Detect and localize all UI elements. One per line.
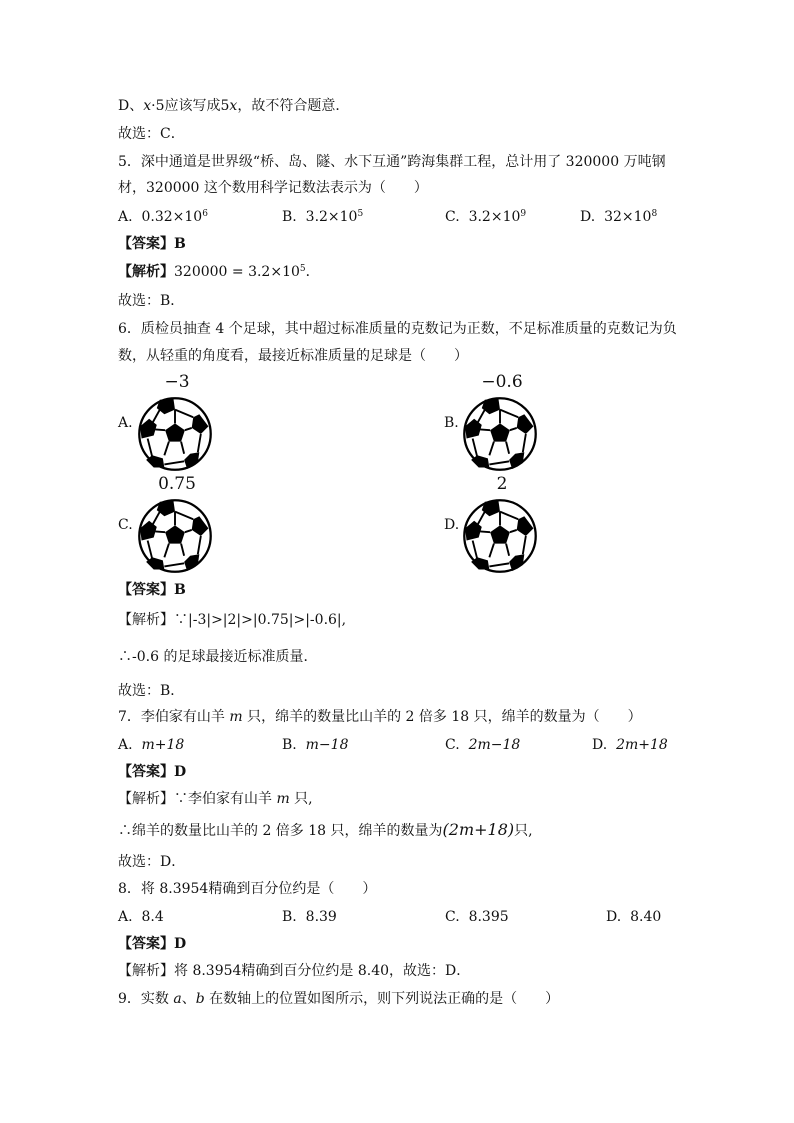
analysis-line: 【解析】将 8.3954精确到百分位约是 8.40，故选：D．: [118, 963, 471, 979]
option-d: D. 2m+18: [592, 737, 668, 753]
question-5-text-1: 5．深中通道是世界级“桥、岛、隧、水下互通”跨海集群工程，总计用了 320000 万吨钢: [118, 154, 666, 170]
option-b: B. $3.2\times 10^5$: [282, 209, 364, 225]
question-8-text: 8．将 8.3954精确到百分位约是（ ）: [118, 881, 377, 897]
soccer-ball-icon: [462, 396, 538, 472]
answer-label: 【答案】D: [118, 936, 187, 952]
text: 5: [220, 98, 230, 114]
question-7-text: 7．李伯家有山羊 m 只，绵羊的数量比山羊的 2 倍多 18 只，绵羊的数量为（ ）: [118, 709, 642, 725]
option-d-label: D.: [444, 517, 460, 533]
option-a: A. m+18: [118, 737, 185, 753]
option-b: B. 8.39: [282, 909, 337, 925]
soccer-ball-icon: [462, 498, 538, 574]
option-c-label: C.: [118, 517, 133, 533]
analysis-line: 【解析】∵李伯家有山羊 m 只,: [118, 791, 313, 807]
choice-line: 故选：C．: [118, 126, 185, 142]
question-9-text: 9．实数 a、b 在数轴上的位置如图所示，则下列说法正确的是（ ）: [118, 991, 560, 1007]
option-a: A. $0.32\times 10^6$: [118, 209, 208, 225]
analysis-line: 【解析】∵|-3|>|2|>|0.75|>|-0.6|,: [118, 612, 347, 628]
conclusion-line: ∴绵羊的数量比山羊的 2 倍多 18 只，绵羊的数量为(2m+18)只,: [118, 820, 533, 839]
answer-label: 【答案】B: [118, 582, 186, 598]
answer-label: 【答案】B: [118, 236, 186, 252]
option-a-label: A.: [118, 415, 133, 431]
question-6-text-1: 6．质检员抽查 4 个足球，其中超过标准质量的克数记为正数，不足标准质量的克数记为负: [118, 321, 677, 337]
text: ·5应该写成: [151, 98, 221, 114]
ball-value: 0.75: [158, 474, 196, 494]
option-a: A. 8.4: [118, 909, 164, 925]
text: ，故不符合题意．: [237, 98, 350, 114]
option-b: B. m−18: [282, 737, 349, 753]
option-c: C. 2m−18: [445, 737, 521, 753]
text: D、: [118, 98, 144, 114]
analysis-line: 【解析】$320000 = 3.2\times 10^5$．: [118, 264, 320, 280]
option-d: D. $32\times 10^8$: [580, 209, 658, 225]
ball-value: −3: [164, 372, 190, 392]
option-d: D. 8.40: [606, 909, 662, 925]
ball-value: −0.6: [481, 372, 523, 392]
question-6-text-2: 数，从轻重的角度看，最接近标准质量的足球是（ ）: [118, 348, 468, 364]
conclusion-line: ∴-0.6 的足球最接近标准质量．: [118, 649, 318, 665]
choice-line: 故选：B．: [118, 293, 185, 309]
text-line: [118, 97, 349, 115]
soccer-ball-icon: [137, 396, 213, 472]
option-c: C. 8.395: [445, 909, 509, 925]
answer-label: 【答案】D: [118, 764, 187, 780]
choice-line: 故选：B．: [118, 683, 185, 699]
option-b-label: B.: [444, 415, 459, 431]
soccer-ball-icon: [137, 498, 213, 574]
ball-value: 2: [496, 474, 508, 494]
choice-line: 故选：D．: [118, 854, 186, 870]
var: x: [229, 98, 238, 114]
option-c: C. $3.2\times 10^9$: [445, 209, 527, 225]
var: x: [143, 98, 152, 114]
question-5-text-2: 材，320000 这个数用科学记数法表示为（ ）: [118, 180, 428, 196]
